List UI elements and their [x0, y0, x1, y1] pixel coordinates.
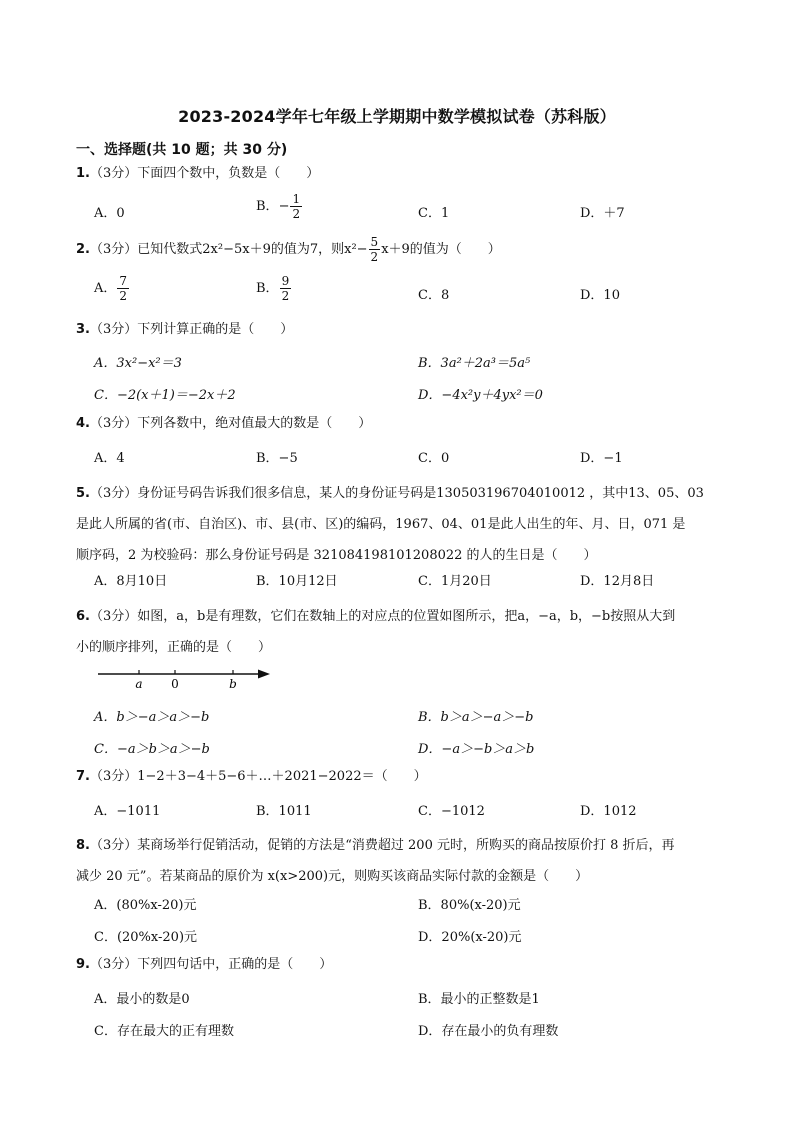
q9-options-row2: [94, 1020, 754, 1042]
q4-options: [94, 447, 754, 469]
option-d: D．＋7: [580, 206, 625, 221]
question-text: （3分）如图，a，b是有理数，它们在数轴上的对应点的位置如图所示，把a，−a，b，−b按照从大到: [89, 609, 676, 624]
option-label: A．: [94, 281, 117, 296]
question-6: [76, 601, 736, 663]
q8-line-2: 减少 20 元”。若某商品的原价为 x(x>200)元，则购买该商品实际付款的金额是（ ）: [76, 869, 589, 884]
option-b: B．80%(x-20)元: [418, 898, 521, 913]
option-a: A．(80%x-20)元: [94, 898, 197, 913]
option-d: D．20%(x-20)元: [418, 930, 522, 945]
fraction: [280, 275, 292, 302]
denominator: 2: [281, 289, 290, 303]
option-a: A．0: [94, 206, 125, 221]
option-b: B．10月12日: [256, 574, 338, 589]
fraction: [290, 193, 302, 220]
question-text: （3分）下列各数中，绝对值最大的数是（ ）: [89, 416, 372, 431]
question-number: 7.: [76, 769, 90, 784]
fraction: [369, 236, 381, 263]
denominator: 2: [119, 289, 128, 303]
q3-options-row1: [94, 352, 754, 374]
question-text-pre: （3分）已知代数式2x²−5x＋9的值为7，则x²−: [89, 242, 368, 257]
question-9: [76, 955, 736, 976]
number-line-figure: [96, 668, 276, 692]
option-a: A．最小的数是0: [94, 992, 190, 1007]
question-5: [76, 478, 736, 571]
q5-line-2: 是此人所属的省(市、自治区)、市、县(市、区)的编码，1967、04、01是此人出生的年、月、日，071 是: [76, 517, 686, 532]
option-a: A．b＞−a＞a＞−b: [94, 710, 210, 725]
option-d: D．−a＞−b＞a＞b: [418, 742, 535, 757]
q7-options: [94, 800, 754, 822]
option-c: C．存在最大的正有理数: [94, 1024, 234, 1039]
q1-options: [94, 192, 754, 224]
question-8: [76, 830, 736, 892]
option-c: C．−2(x＋1)＝−2x＋2: [94, 388, 236, 403]
option-d: D．12月8日: [580, 574, 655, 589]
question-4: [76, 414, 736, 435]
page-title: 2023-2024学年七年级上学期期中数学模拟试卷（苏科版）: [178, 107, 616, 126]
denominator: 2: [292, 207, 301, 221]
question-text: （3分）下列计算正确的是（ ）: [89, 322, 294, 337]
option-a: A．−1011: [94, 804, 161, 819]
option-c: C．−a＞b＞a＞−b: [94, 742, 210, 757]
label-zero: 0: [171, 677, 179, 691]
question-text-post: x＋9的值为（ ）: [381, 242, 501, 257]
option-d: D．−1: [580, 451, 623, 466]
question-text: （3分）下列四句话中，正确的是（ ）: [89, 957, 333, 972]
option-c: C．0: [418, 451, 450, 466]
q5-line-1: [76, 478, 736, 509]
option-b: [256, 275, 292, 302]
question-number: 6.: [76, 609, 90, 624]
option-b: B．1011: [256, 804, 312, 819]
option-c: C．8: [418, 288, 450, 303]
label-b: b: [229, 677, 237, 691]
option-a: [94, 275, 130, 302]
option-c: C．−1012: [418, 804, 485, 819]
q6-options-row2: [94, 738, 754, 760]
option-a: A．8月10日: [94, 574, 168, 589]
question-2: [76, 236, 736, 263]
q8-options-row2: [94, 926, 754, 948]
numerator: 5: [370, 235, 379, 249]
q8-options-row1: [94, 894, 754, 916]
label-a: a: [135, 677, 143, 691]
question-number: 9.: [76, 957, 90, 972]
section-heading: 一、选择题(共 10 题；共 30 分): [76, 142, 288, 158]
option-b: B．最小的正整数是1: [418, 992, 540, 1007]
question-number: 4.: [76, 416, 90, 431]
question-3: [76, 320, 736, 341]
question-text: （3分）某商场举行促销活动，促销的方法是“消费超过 200 元时，所购买的商品按原价打 8 折后，再: [89, 838, 675, 853]
q5-options: [94, 570, 754, 592]
option-b: [256, 193, 303, 220]
question-text: （3分）下面四个数中，负数是（ ）: [89, 166, 320, 181]
numerator: 9: [281, 274, 290, 288]
question-number: 2.: [76, 242, 90, 257]
option-a: A．4: [94, 451, 125, 466]
denominator: 2: [370, 250, 379, 264]
question-number: 1.: [76, 166, 90, 181]
question-7: [76, 767, 736, 788]
minus-sign: −: [278, 199, 290, 214]
option-c: C．1月20日: [418, 574, 492, 589]
question-number: 8.: [76, 838, 90, 853]
option-a: A．3x²−x²＝3: [94, 356, 182, 371]
question-1: [76, 164, 736, 185]
option-b: B．−5: [256, 451, 298, 466]
q8-line-1: [76, 830, 736, 861]
option-label: B．: [256, 281, 279, 296]
question-text: （3分）身份证号码告诉我们很多信息，某人的身份证号码是130503196704010012 ，其中13、05、03: [89, 486, 704, 501]
q6-line-1: [76, 601, 736, 632]
numerator: 1: [292, 192, 301, 206]
numerator: 7: [119, 274, 128, 288]
option-c: C．(20%x-20)元: [94, 930, 198, 945]
q6-line-2: 小的顺序排列，正确的是（ ）: [76, 640, 272, 655]
q2-options: [94, 274, 754, 306]
question-text: （3分）1−2＋3−4＋5−6＋…＋2021−2022＝（ ）: [89, 769, 427, 784]
option-c: C．1: [418, 206, 450, 221]
option-d: D．存在最小的负有理数: [418, 1024, 559, 1039]
q9-options-row1: [94, 988, 754, 1010]
question-number: 3.: [76, 322, 90, 337]
option-d: D．1012: [580, 804, 637, 819]
option-d: D．−4x²y＋4yx²＝0: [418, 388, 543, 403]
question-number: 5.: [76, 486, 90, 501]
option-d: D．10: [580, 288, 620, 303]
option-b: B．3a²＋2a³＝5a⁵: [418, 356, 531, 371]
option-label: B．: [256, 199, 279, 214]
option-b: B．b＞a＞−a＞−b: [418, 710, 534, 725]
arrow-head-icon: [258, 670, 270, 679]
q5-line-3: 顺序码，2 为校验码：那么身份证号码是 321084198101208022 的人的生日是（ ）: [76, 548, 597, 563]
q6-options-row1: [94, 706, 754, 728]
fraction: [117, 275, 129, 302]
q3-options-row2: [94, 384, 754, 406]
